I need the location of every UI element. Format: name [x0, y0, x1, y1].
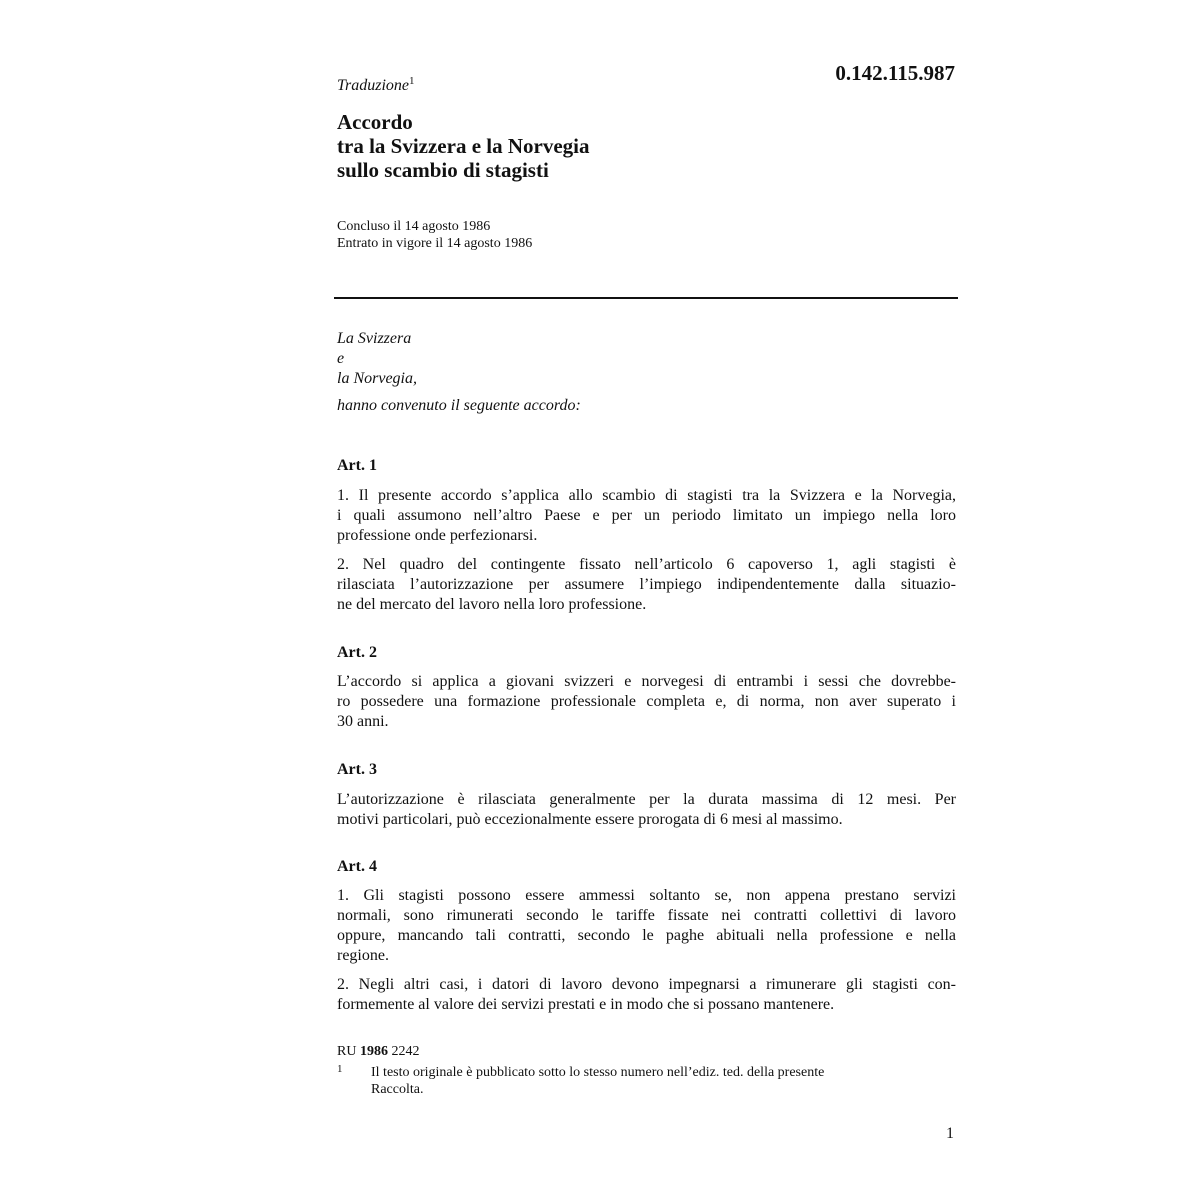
article-paragraph: [337, 886, 956, 966]
preamble-closing: hanno convenuto il seguente accordo:: [337, 397, 581, 414]
text-line: rilasciata l’autorizzazione per assumere l’impiego indipendentemente dalla situazio-: [337, 576, 956, 593]
preamble: [337, 329, 581, 416]
text-line: motivi particolari, può eccezionalmente essere prorogata di 6 mesi al massimo.: [337, 811, 843, 828]
preamble-line: la Norvegia,: [337, 370, 417, 387]
footnote-line: Raccolta.: [371, 1082, 424, 1097]
article-heading: Art. 3: [337, 761, 377, 778]
text-line: ne del mercato del lavoro nella loro professione.: [337, 596, 647, 613]
page-number: 1: [946, 1125, 954, 1142]
footnote-marker: 1: [337, 1063, 343, 1075]
ru-prefix: RU: [337, 1044, 357, 1059]
dates-block: [337, 218, 532, 252]
entry-into-force-date: Entrato in vigore il 14 agosto 1986: [337, 236, 533, 251]
article-heading: Art. 2: [337, 644, 377, 661]
text-line: 1. Il presente accordo s’applica allo scambio di stagisti tra la Svizzera e la Norvegia,: [337, 487, 956, 504]
preamble-line: e: [337, 350, 345, 367]
concluded-date: Concluso il 14 agosto 1986: [337, 219, 491, 234]
article-heading: Art. 4: [337, 858, 377, 875]
title-line: sullo scambio di stagisti: [337, 158, 549, 182]
translation-label-text: Traduzione: [337, 77, 410, 94]
article-paragraph: [337, 486, 956, 546]
article-heading: Art. 1: [337, 457, 377, 474]
footnote-line: Il testo originale è pubblicato sotto lo stesso numero nell’ediz. ted. della presente: [371, 1065, 825, 1080]
text-line: L’accordo si applica a giovani svizzeri e norvegesi di entrambi i sessi che dovrebbe-: [337, 673, 956, 690]
sr-number: 0.142.115.987: [835, 61, 955, 85]
text-line: ro possedere una formazione professionale completa e, di norma, non aver superato i: [337, 693, 956, 710]
text-line: professione onde perfezionarsi.: [337, 527, 538, 544]
text-line: 2. Nel quadro del contingente fissato nell’articolo 6 capoverso 1, agli stagisti è: [337, 556, 956, 573]
ru-page: 2242: [391, 1044, 420, 1059]
article-paragraph: [337, 790, 956, 830]
text-line: formemente al valore dei servizi prestati e in modo che si possano mantenere.: [337, 996, 835, 1013]
article-paragraph: [337, 555, 956, 615]
preamble-line: La Svizzera: [337, 330, 412, 347]
text-line: 30 anni.: [337, 713, 389, 730]
text-line: normali, sono rimunerati secondo le tariffe fissate nei contratti collettivi di lavoro: [337, 907, 956, 924]
text-line: regione.: [337, 947, 389, 964]
article-paragraph: [337, 975, 956, 1015]
article-paragraph: [337, 672, 956, 732]
title-line: Accordo: [337, 110, 413, 134]
ru-reference: [337, 1044, 419, 1060]
footnote-marker-ref: 1: [409, 75, 415, 87]
text-line: oppure, mancando tali contratti, secondo le paghe abituali nella professione e nella: [337, 927, 956, 944]
text-line: 1. Gli stagisti possono essere ammessi soltanto se, non appena prestano servizi: [337, 887, 956, 904]
text-line: L’autorizzazione è rilasciata generalmente per la durata massima di 12 mesi. Per: [337, 791, 956, 808]
document-title: [337, 110, 590, 182]
text-line: 2. Negli altri casi, i datori di lavoro devono impegnarsi a rimunerare gli stagisti con-: [337, 976, 956, 993]
title-line: tra la Svizzera e la Norvegia: [337, 134, 590, 158]
text-line: i quali assumono nell’altro Paese e per un periodo limitato un impiego nella loro: [337, 507, 956, 524]
translation-label: [337, 75, 415, 95]
horizontal-rule: [334, 297, 958, 299]
footnote-text: [371, 1064, 931, 1098]
ru-year: 1986: [359, 1044, 388, 1059]
